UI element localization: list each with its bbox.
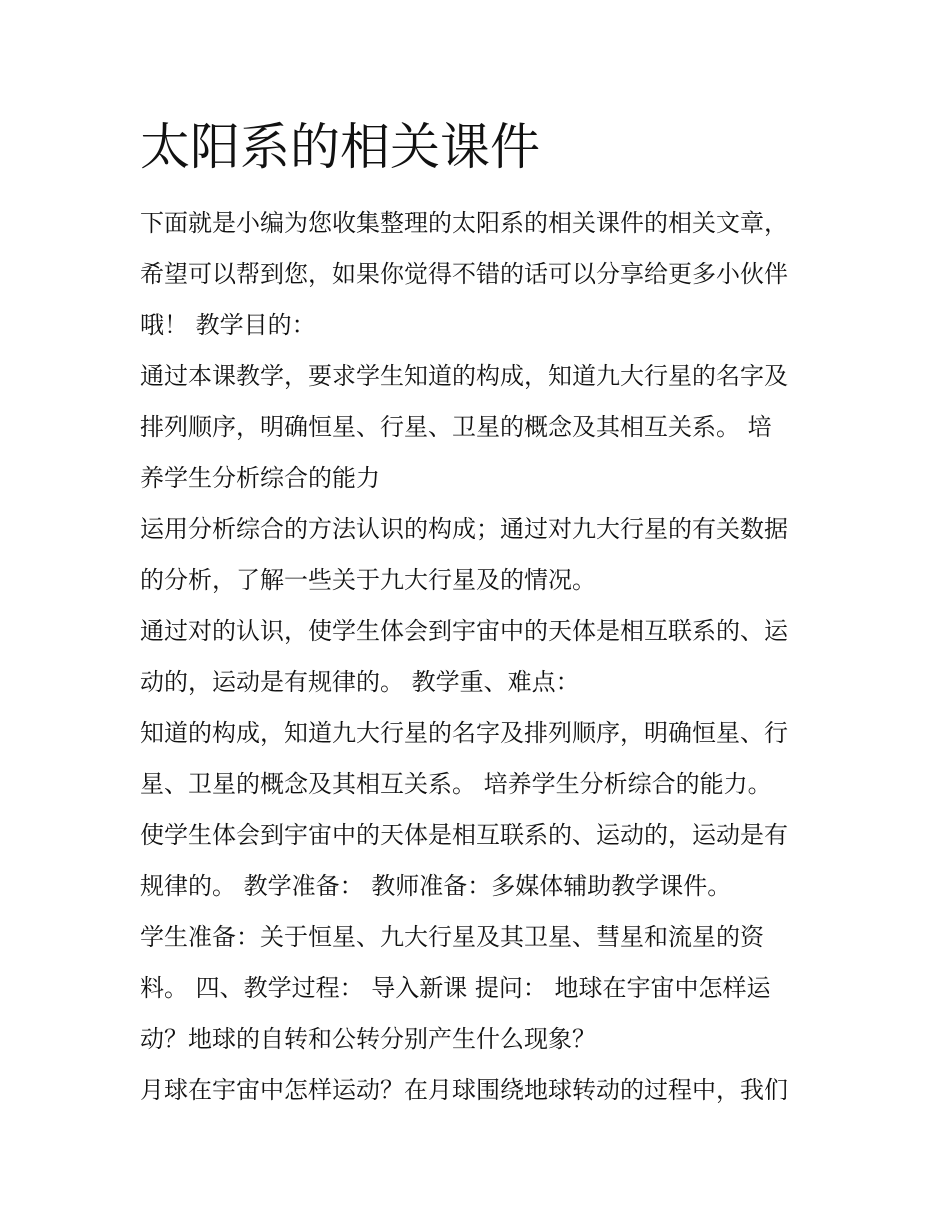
paragraph-preparation bbox=[140, 810, 830, 912]
paragraph-student-preparation bbox=[140, 912, 830, 1065]
paragraph-teaching-goals bbox=[140, 351, 830, 504]
paragraph-analysis-method bbox=[140, 504, 830, 606]
document-body bbox=[140, 198, 830, 1116]
text-line: 哦！ 教学目的： bbox=[140, 311, 316, 339]
text-line: 料。 四、教学过程： 导入新课 提问： 地球在宇宙中怎样运 bbox=[140, 974, 771, 1002]
text-line: 通过对的认识，使学生体会到宇宙中的天体是相互联系的、运 bbox=[140, 617, 788, 645]
text-line: 动？地球的自转和公转分别产生什么现象？ bbox=[140, 1025, 596, 1053]
paragraph-key-points bbox=[140, 708, 830, 810]
text-line: 养学生分析综合的能力 bbox=[140, 464, 380, 492]
paragraph-moon-motion bbox=[140, 1065, 830, 1116]
document-title: 太阳系的相关课件 bbox=[140, 118, 540, 176]
text-line: 动的，运动是有规律的。 教学重、难点： bbox=[140, 668, 580, 696]
text-line: 星、卫星的概念及其相互关系。 培养学生分析综合的能力。 bbox=[140, 770, 772, 798]
text-line: 通过本课教学，要求学生知道的构成，知道九大行星的名字及 bbox=[140, 362, 788, 390]
text-line: 的分析，了解一些关于九大行星及的情况。 bbox=[140, 566, 596, 594]
text-line: 使学生体会到宇宙中的天体是相互联系的、运动的，运动是有 bbox=[140, 821, 788, 849]
text-line: 月球在宇宙中怎样运动？在月球围绕地球转动的过程中，我们 bbox=[140, 1076, 788, 1104]
text-line: 希望可以帮到您，如果你觉得不错的话可以分享给更多小伙伴 bbox=[140, 260, 788, 288]
text-line: 下面就是小编为您收集整理的太阳系的相关课件的相关文章， bbox=[140, 209, 788, 237]
text-line: 排列顺序，明确恒星、行星、卫星的概念及其相互关系。 培 bbox=[140, 413, 772, 441]
text-line: 规律的。 教学准备： 教师准备：多媒体辅助教学课件。 bbox=[140, 872, 732, 900]
text-line: 学生准备：关于恒星、九大行星及其卫星、彗星和流星的资 bbox=[140, 923, 764, 951]
paragraph-intro bbox=[140, 198, 830, 351]
text-line: 运用分析综合的方法认识的构成；通过对九大行星的有关数据 bbox=[140, 515, 788, 543]
paragraph-recognition bbox=[140, 606, 830, 708]
text-line: 知道的构成，知道九大行星的名字及排列顺序，明确恒星、行 bbox=[140, 719, 788, 747]
